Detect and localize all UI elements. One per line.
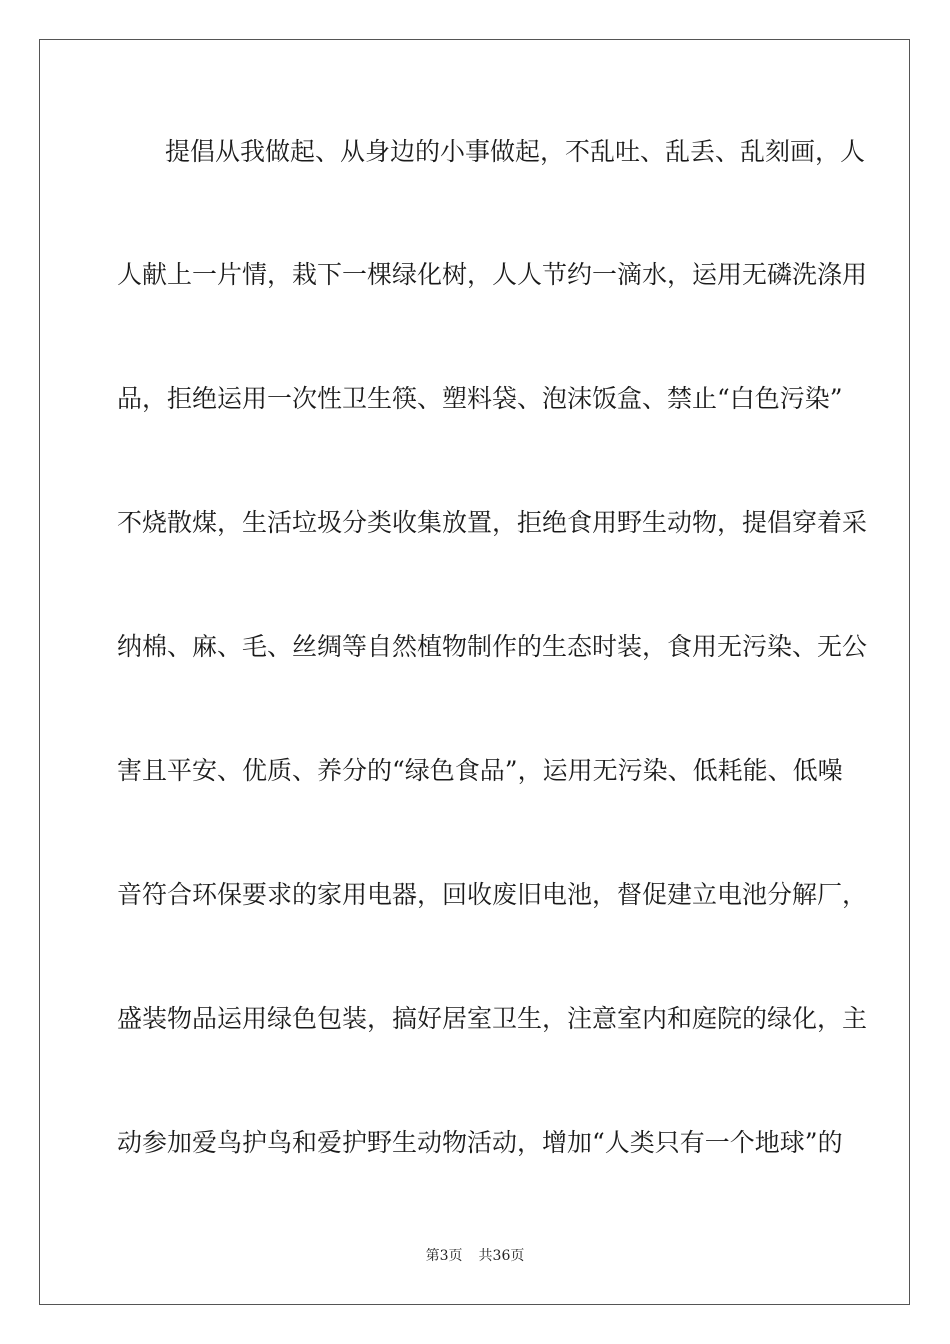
- paragraph-line-6: 害且平安、优质、养分的“绿色食品”，运用无污染、低耗能、低噪: [117, 756, 843, 785]
- page-footer: [0, 1246, 950, 1266]
- paragraph-line-8: 盛装物品运用绿色包装，搞好居室卫生，注意室内和庭院的绿化，主: [117, 1004, 868, 1033]
- paragraph-line-3: 品，拒绝运用一次性卫生筷、塑料袋、泡沫饭盒、禁止“白色污染”: [117, 384, 843, 413]
- paragraph-line-9: 动参加爱鸟护鸟和爱护野生动物活动，增加“人类只有一个地球”的: [117, 1128, 843, 1157]
- paragraph-line-5: 纳棉、麻、毛、丝绸等自然植物制作的生态时装，食用无污染、无公: [117, 632, 868, 661]
- paragraph-line-4: 不烧散煤，生活垃圾分类收集放置，拒绝食用野生动物，提倡穿着采: [117, 508, 868, 537]
- current-page-label: 第3页: [425, 1248, 463, 1264]
- total-pages-label: 共36页: [478, 1248, 525, 1264]
- paragraph-line-2: 人献上一片情，栽下一棵绿化树，人人节约一滴水，运用无磷洗涤用: [117, 260, 868, 289]
- paragraph-line-7: 音符合环保要求的家用电器，回收废旧电池，督促建立电池分解厂，: [117, 880, 868, 909]
- paragraph-line-1: 提倡从我做起、从身边的小事做起，不乱吐、乱丢、乱刻画，人: [165, 137, 866, 166]
- page-border: [39, 39, 910, 1305]
